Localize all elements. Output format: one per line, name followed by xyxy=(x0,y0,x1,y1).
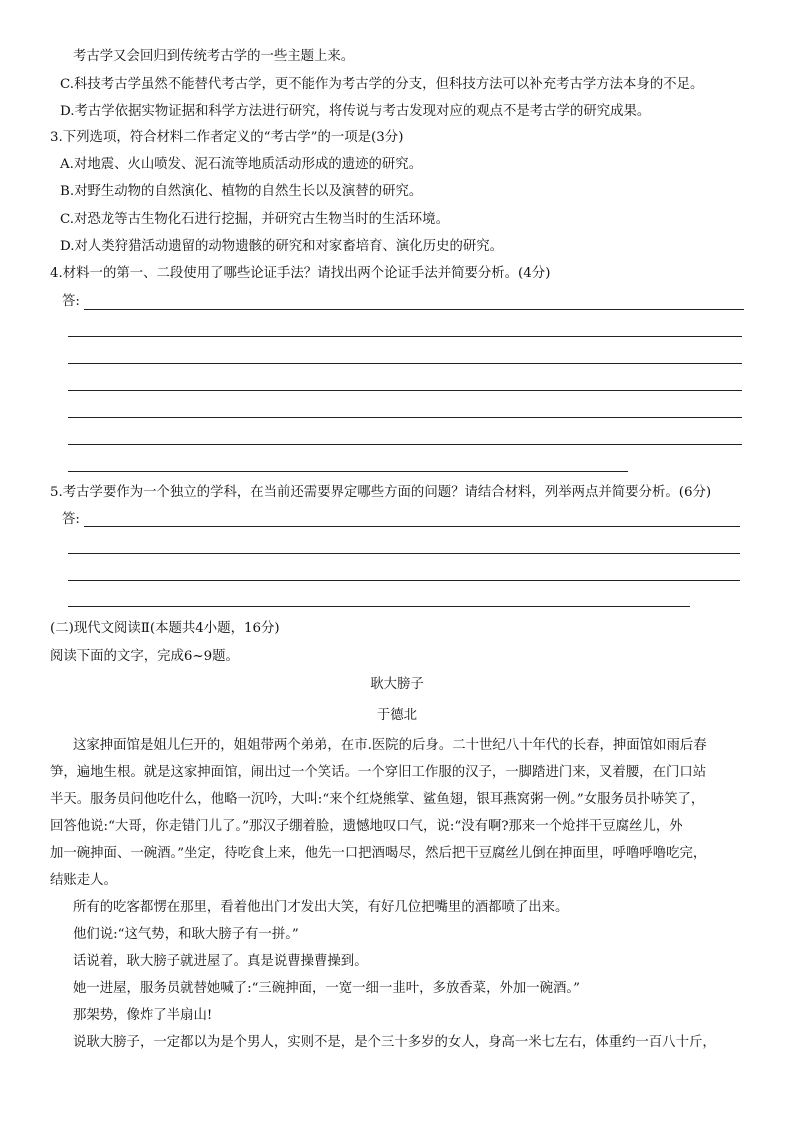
q5-answer-label: 答: xyxy=(62,512,80,527)
story-line: 这家抻面馆是姐儿仨开的，姐姐带两个弟弟，在市.医院的后身。二十世纪八十年代的长春，抻面馆如雨后春 xyxy=(73,738,707,753)
story-line: 那架势，像炸了半扇山! xyxy=(73,1008,213,1023)
story-line: 笋，遍地生根。就是这家抻面馆，闹出过一个笑话。一个穿旧工作服的汉子，一脚踏进门来，叉着腰，在门口站 xyxy=(50,765,707,780)
q4-answer-line-7[interactable] xyxy=(68,471,628,472)
story-line: 回答他说:“大哥，你走错门儿了。”那汉子绷着脸，遗憾地叹口气，说:“没有啊?那来一个炝拌干豆腐丝儿，外 xyxy=(50,819,683,834)
q4-answer-line-6[interactable] xyxy=(68,444,742,445)
q3-option-d: D.对人类狩猎活动遗留的动物遗骸的研究和对家畜培育、演化历史的研究。 xyxy=(60,239,504,254)
q4-answer-line-5[interactable] xyxy=(68,417,742,418)
story-line: 结账走人。 xyxy=(50,873,117,888)
question-5-stem: 5.考古学要作为一个独立的学科，在当前还需要界定哪些方面的问题？请结合材料，列举两点并简要分析。(6分) xyxy=(50,485,712,500)
text-line: 考古学又会回归到传统考古学的一些主题上来。 xyxy=(73,49,355,64)
story-title: 耿大膀子 xyxy=(370,677,424,692)
q4-answer-line-1[interactable] xyxy=(84,309,744,310)
story-line: 她一进屋，服务员就替她喊了:“三碗抻面，一宽一细一韭叶，多放香菜，外加一碗酒。” xyxy=(73,981,580,996)
q3-option-a: A.对地震、火山喷发、泥石流等地质活动形成的遗迹的研究。 xyxy=(60,157,423,172)
q3-option-b: B.对野生动物的自然演化、植物的自然生长以及演替的研究。 xyxy=(60,184,423,199)
q5-answer-line-4[interactable] xyxy=(68,606,690,607)
q4-answer-line-4[interactable] xyxy=(68,390,742,391)
section-heading: (二)现代文阅读Ⅱ(本题共4小题，16分) xyxy=(50,621,280,636)
story-line: 加一碗抻面、一碗酒。”坐定，待吃食上来，他先一口把酒喝尽，然后把干豆腐丝儿倒在抻面里，呼噜呼噜吃完， xyxy=(50,846,707,861)
story-author: 于德北 xyxy=(376,708,418,723)
story-line: 半天。服务员问他吃什么，他略一沉吟，大叫:“来个红烧熊掌、鲨鱼翅，银耳燕窝粥一例。”女服务员扑哧笑了， xyxy=(50,792,705,807)
q4-answer-line-2[interactable] xyxy=(68,336,742,337)
section-instruction: 阅读下面的文字，完成6~9题。 xyxy=(50,649,239,664)
question-3-stem: 3.下列选项，符合材料二作者定义的“考古学”的一项是(3分) xyxy=(50,130,404,145)
option-c: C.科技考古学虽然不能替代考古学，更不能作为考古学的分支，但科技方法可以补充考古学方法本身的不足。 xyxy=(60,77,704,92)
q4-answer-line-3[interactable] xyxy=(68,363,742,364)
story-line: 话说着，耿大膀子就进屋了。真是说曹操曹操到。 xyxy=(73,954,368,969)
option-d: D.考古学依据实物证据和科学方法进行研究，将传说与考古发现对应的观点不是考古学的研究成果。 xyxy=(60,104,651,119)
q5-answer-line-3[interactable] xyxy=(68,580,740,581)
q5-answer-line-2[interactable] xyxy=(68,553,740,554)
story-line: 所有的吃客都愣在那里，看着他出门才发出大笑，有好几位把嘴里的酒都喷了出来。 xyxy=(73,900,569,915)
story-line: 他们说:“这气势，和耿大膀子有一拼。” xyxy=(73,927,299,942)
q3-option-c: C.对恐龙等古生物化石进行挖掘，并研究古生物当时的生活环境。 xyxy=(60,212,449,227)
q5-answer-line-1[interactable] xyxy=(84,526,740,527)
q4-answer-label: 答: xyxy=(62,294,80,309)
question-4-stem: 4.材料一的第一、二段使用了哪些论证手法？请找出两个论证手法并简要分析。(4分) xyxy=(50,266,551,281)
story-line: 说耿大膀子，一定都以为是个男人，实则不是，是个三十多岁的女人，身高一米七左右，体重约一百八十斤， xyxy=(73,1035,716,1050)
